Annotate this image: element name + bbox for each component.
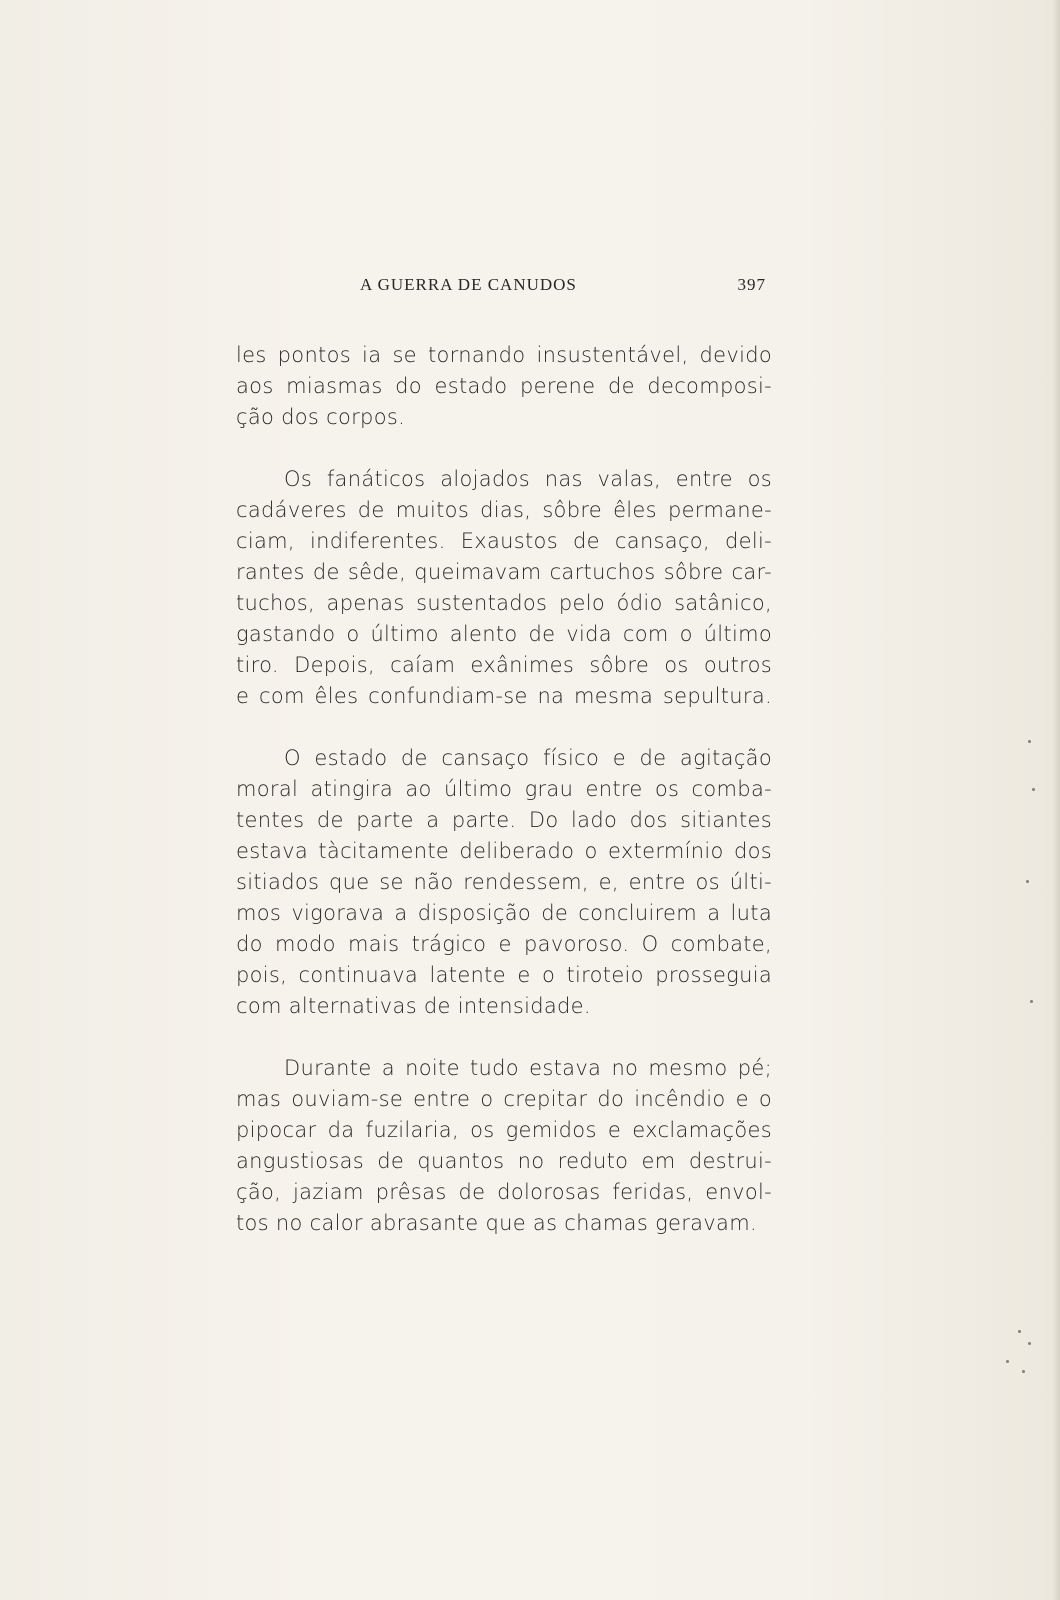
text-line: e com êles confundiam-se na mesma sepultura. — [236, 684, 772, 708]
text-line: tos no calor abrasante que as chamas geravam. — [236, 1211, 757, 1235]
speck — [1026, 880, 1029, 883]
speck — [1018, 1330, 1021, 1333]
paragraph-gap — [236, 1022, 772, 1053]
text-line: gastando o último alento de vida com o último — [236, 622, 772, 646]
page-number: 397 — [737, 275, 766, 294]
text-line: Os fanáticos alojados nas valas, entre os — [284, 467, 772, 491]
paragraph — [236, 1053, 772, 1239]
text-line: cadáveres de muitos dias, sôbre êles permane- — [236, 498, 772, 522]
text-line: tiro. Depois, caíam exânimes sôbre os outros — [236, 653, 772, 677]
text-line: moral atingira ao último grau entre os comba- — [236, 777, 772, 801]
speck — [1028, 1342, 1031, 1345]
text-line: tentes de parte a parte. Do lado dos sitiantes — [236, 808, 772, 832]
speck — [1022, 1370, 1025, 1373]
text-line: ção dos corpos. — [236, 405, 406, 429]
text-line: estava tàcitamente deliberado o extermínio dos — [236, 839, 772, 863]
text-line: tuchos, apenas sustentados pelo ódio satânico, — [236, 591, 772, 615]
text-line: mos vigorava a disposição de concluirem a luta — [236, 901, 772, 925]
text-line: ciam, indiferentes. Exaustos de cansaço, deli- — [236, 529, 772, 553]
speck — [1030, 1000, 1033, 1003]
body-text — [236, 340, 772, 1239]
text-line: les pontos ia se tornando insustentável, devido — [236, 343, 772, 367]
text-line: O estado de cansaço físico e de agitação — [284, 746, 772, 770]
running-title: A GUERRA DE CANUDOS — [360, 275, 577, 294]
speck — [1032, 788, 1035, 791]
paragraph — [236, 340, 772, 433]
paragraph-gap — [236, 712, 772, 743]
text-line: do modo mais trágico e pavoroso. O combate, — [236, 932, 772, 956]
text-line: aos miasmas do estado perene de decomposi- — [236, 374, 772, 398]
text-line: Durante a noite tudo estava no mesmo pé; — [284, 1056, 772, 1080]
text-line: sitiados que se não rendessem, e, entre os últi- — [236, 870, 772, 894]
paragraph — [236, 743, 772, 1022]
running-header — [360, 275, 780, 299]
text-line: com alternativas de intensidade. — [236, 994, 591, 1018]
text-line: pois, continuava latente e o tiroteio prosseguia — [236, 963, 772, 987]
text-line: rantes de sêde, queimavam cartuchos sôbre car- — [236, 560, 772, 584]
text-line: ção, jaziam prêsas de dolorosas feridas, envol- — [236, 1180, 772, 1204]
page-edge-shadow — [1052, 0, 1060, 1600]
speck — [1006, 1360, 1009, 1363]
text-line: angustiosas de quantos no reduto em destrui- — [236, 1149, 772, 1173]
paragraph-gap — [236, 433, 772, 464]
paragraph — [236, 464, 772, 712]
text-line: mas ouviam-se entre o crepitar do incêndio e o — [236, 1087, 772, 1111]
text-line: pipocar da fuzilaria, os gemidos e exclamações — [236, 1118, 772, 1142]
speck — [1028, 740, 1031, 743]
